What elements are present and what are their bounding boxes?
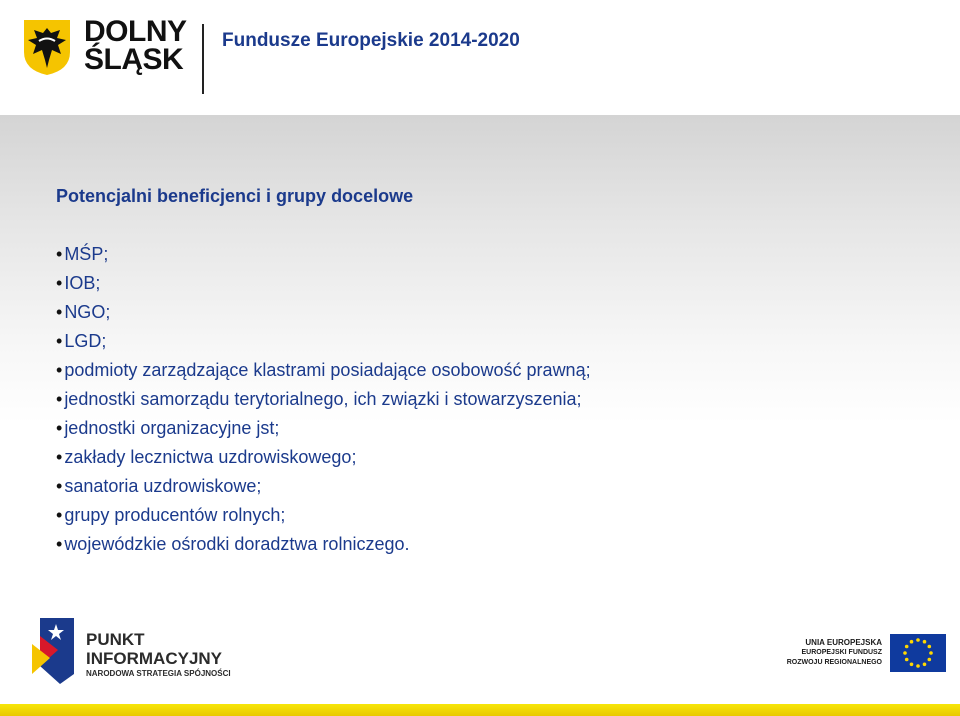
slide-title: Potencjalni beneficjenci i grupy docelowe xyxy=(56,186,414,206)
list-item: • zakłady lecznictwa uzdrowiskowego; xyxy=(56,443,591,472)
list-item: • grupy producentów rolnych; xyxy=(56,501,591,530)
header-divider xyxy=(202,24,204,94)
bottom-accent-bar xyxy=(0,704,960,716)
eagle-crest-icon xyxy=(22,18,72,76)
list-item: • MŚP; xyxy=(56,240,591,269)
punkt-line-3: NARODOWA STRATEGIA SPÓJNOŚCI xyxy=(86,669,231,678)
list-item: • IOB; xyxy=(56,269,591,298)
list-item: • LGD; xyxy=(56,327,591,356)
list-item: • podmioty zarządzające klastrami posiadające osobowość prawną; xyxy=(56,356,591,385)
list-item: • jednostki organizacyjne jst; xyxy=(56,414,591,443)
eu-fund-text xyxy=(770,638,882,668)
punkt-informacyjny-logo-icon xyxy=(30,616,76,686)
eu-line-2: EUROPEJSKI FUNDUSZ xyxy=(801,649,882,656)
list-item: • wojewódzkie ośrodki doradztwa rolniczego. xyxy=(56,530,591,559)
list-item: • jednostki samorządu terytorialnego, ich związki i stowarzyszenia; xyxy=(56,385,591,414)
list-item: • NGO; xyxy=(56,298,591,327)
logo-line-2: ŚLĄSK xyxy=(84,43,184,76)
region-logo-text xyxy=(84,15,187,76)
header-band xyxy=(0,0,960,115)
header-title: Fundusze Europejskie 2014-2020 xyxy=(222,30,520,51)
punkt-line-1: PUNKT xyxy=(86,630,145,649)
logo-line-1: DOLNY xyxy=(84,15,187,48)
eu-line-1: UNIA EUROPEJSKA xyxy=(805,638,882,647)
beneficiary-list xyxy=(56,240,591,559)
eu-line-3: ROZWOJU REGIONALNEGO xyxy=(786,659,882,666)
punkt-line-2: INFORMACYJNY xyxy=(86,649,223,668)
eu-flag-icon xyxy=(890,634,946,672)
list-item: • sanatoria uzdrowiskowe; xyxy=(56,472,591,501)
